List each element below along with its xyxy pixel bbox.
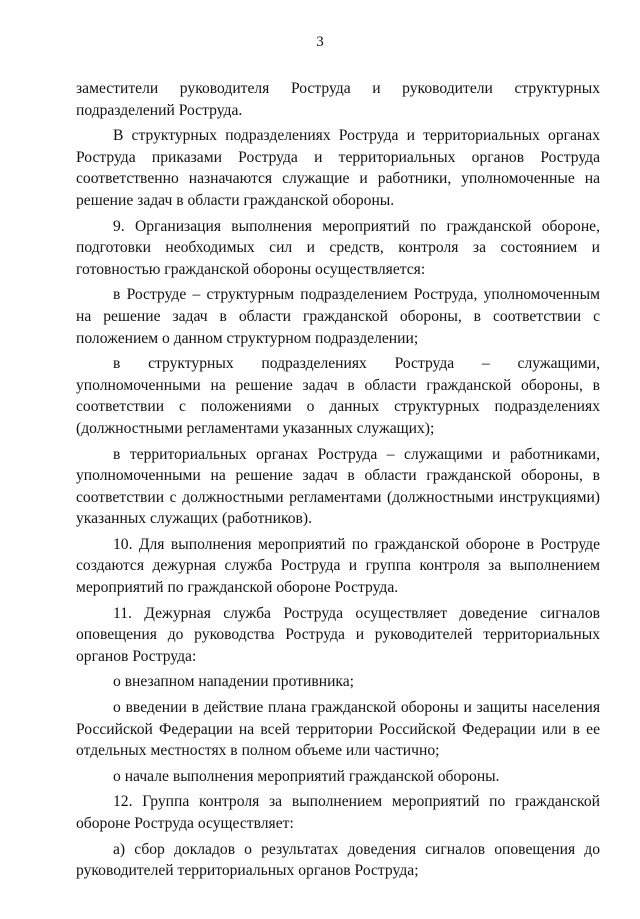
page-number: 3 <box>316 34 324 50</box>
paragraph: о внезапном нападении противника; <box>113 673 355 691</box>
paragraph: 12. Группа контроля за выполнением мероприятий по гражданской обороне Роструда осуществляет: <box>76 793 600 832</box>
paragraph: 11. Дежурная служба Роструда осуществляет доведение сигналов оповещения до руководства Роструда и руководителей территориальных органов Роструда: <box>76 604 600 665</box>
paragraph: заместители руководителя Роструда и руководители структурных подразделений Роструда. <box>76 80 600 119</box>
paragraph: 9. Организация выполнения мероприятий по гражданской обороне, подготовки необходимых сил и средств, контроля за состоянием и готовностью гражданской обороны осуществляется: <box>76 217 600 278</box>
paragraph: 10. Для выполнения мероприятий по гражданской обороне в Роструде создаются дежурная служба Роструда и группа контроля за выполнением мероприятий по гражданской обороне Роструда. <box>76 535 600 597</box>
paragraph: о начале выполнения мероприятий гражданской обороны. <box>113 767 500 785</box>
paragraph: а) сбор докладов о результатах доведения сигналов оповещения до руководителей территориальных органов Роструда; <box>76 840 600 880</box>
paragraph: о введении в действие плана гражданской обороны и защиты населения Российской Федерации на всей территории Российской Федерации или в ее отдельных местностях в полном объеме или частично; <box>76 699 600 760</box>
paragraph: в Роструде – структурным подразделением Роструда, уполномоченным на решение задач в области гражданской обороны, в соответствии с положением о данном структурном подразделении; <box>76 286 600 347</box>
paragraph: В структурных подразделениях Роструда и территориальных органах Роструда приказами Роструда и территориальных органов Роструда соответственно назначаются служащие и работники, уполномоченные на решение задач в области гражданской обороны. <box>76 127 600 209</box>
paragraph: в структурных подразделениях Роструда – служащими, уполномоченными на решение задач в области гражданской обороны, в соответствии с положениями о данных структурных подразделениях (должностными регламентами указанных служащих); <box>76 355 600 437</box>
document-body <box>76 78 600 886</box>
paragraph: в территориальных органах Роструда – служащими и работниками, уполномоченными на решение задач в области гражданской обороны, в соответствии с должностными регламентами (должностными инструкциями) указанных служащих (работников). <box>76 445 600 528</box>
